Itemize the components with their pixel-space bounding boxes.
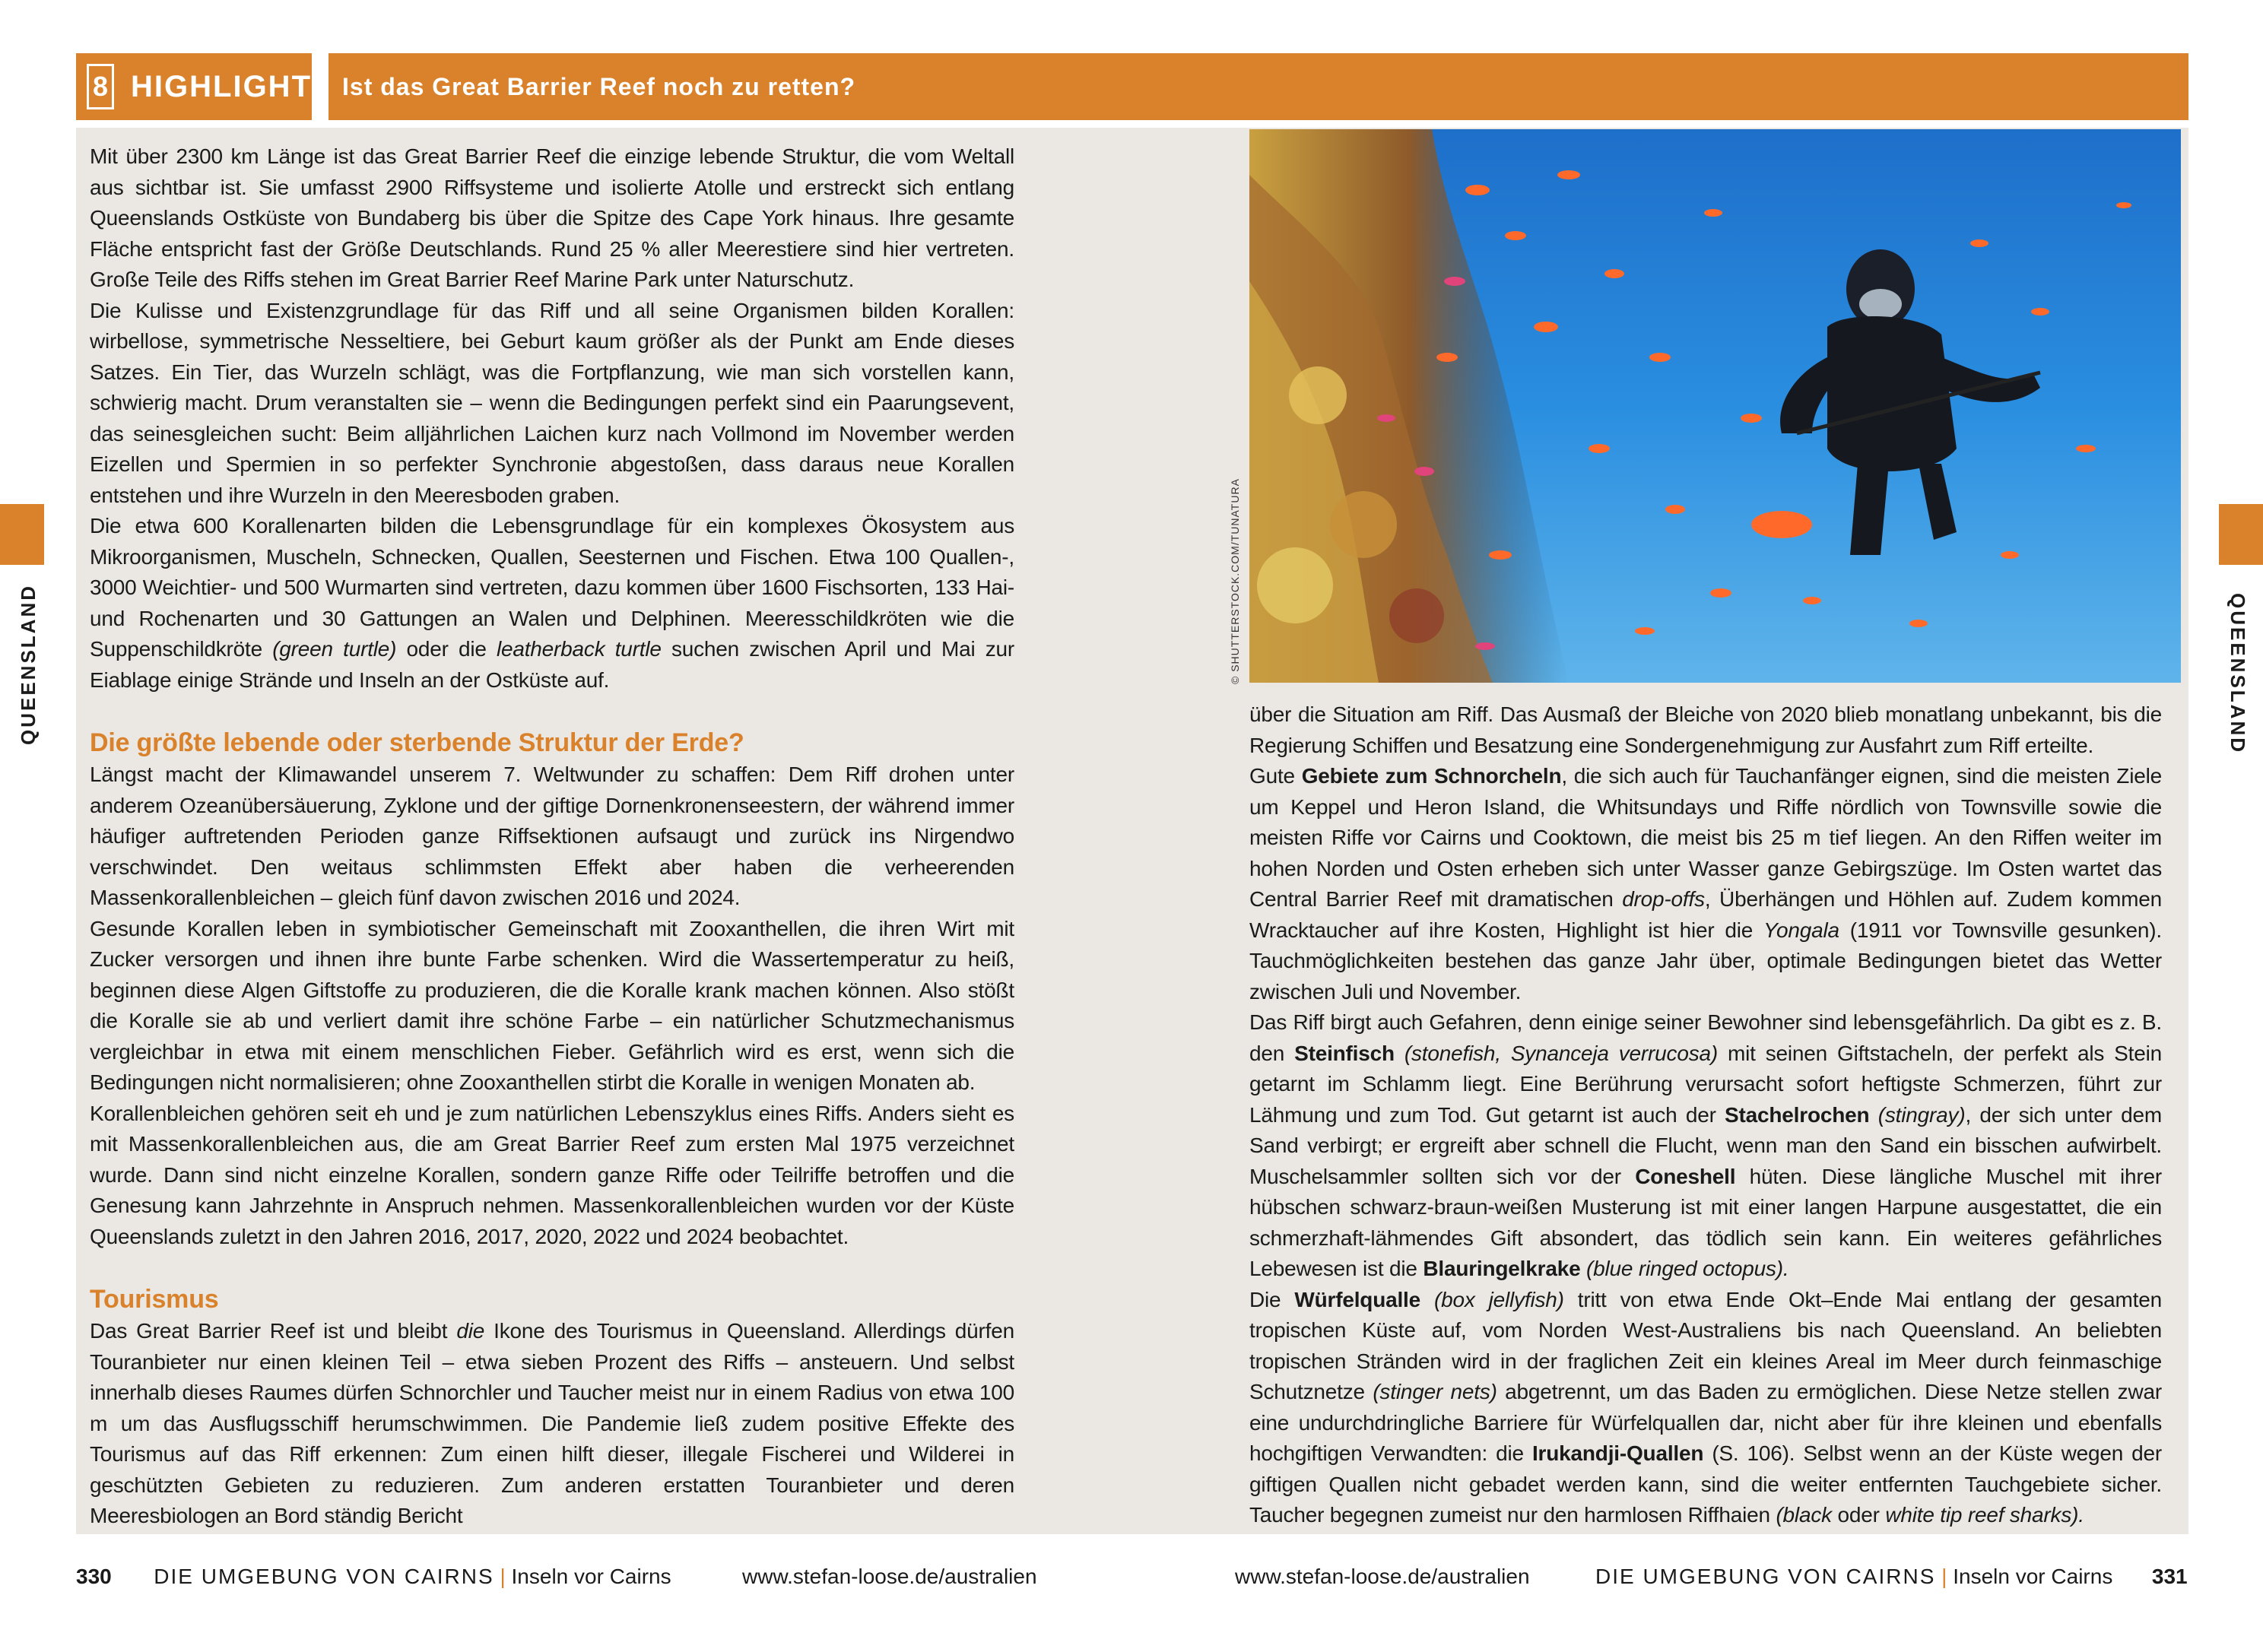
page-right: [1132, 0, 2263, 1652]
text-column-left: [90, 141, 1014, 1532]
paragraph: Das Great Barrier Reef ist und bleibt die Ikone des Tourismus in Queensland. Allerdings dürfen Touranbieter nur einen kleinen Teil – etwa sieben Prozent des Riffs – ansteuern. Und selbst innerhalb dieses Raumes dürfen Schnorchler und Taucher meist nur in einem Radius von etwa 100 m um das Ausflugsschiff herumschwimmen. Die Pandemie ließ zudem positive Effekte des Tourismus auf das Riff erkennen: Zum einen hilft dieser, illegale Fischerei und Wilderei in geschützten Gebieten zu reduzieren. Zum anderen erstatten Touranbieter und deren Meeresbiologen an Bord ständig Bericht: [90, 1319, 1014, 1527]
footer-url-link[interactable]: www.stefan-loose.de/australien: [1235, 1565, 1530, 1588]
footer-subsection: Inseln vor Cairns: [1953, 1565, 2113, 1588]
section-heading: Tourismus: [90, 1285, 219, 1314]
page-title: Ist das Great Barrier Reef noch zu retten?: [342, 72, 856, 100]
paragraph: Die Kulisse und Existenzgrundlage für das Riff und all seine Organismen bilden Korallen: wirbellose, symmetrische Nesseltiere, bei Geburt kaum größer als der Punkt am Ende dieses Satzes. Ein Tier, das Wurzeln schlägt, was die Fortpflanzung, wie man sich vorstellen kann, schwierig macht. Drum veranstalten sie – wenn die Bedingungen perfekt sind ein Paarungsevent, das seinesgleichen sucht: Beim alljährlichen Laichen kurz nach Vollmond im November werden Eizellen und Spermien in so perfekter Synchronie abgestoßen, dass daraus neue Korallen entstehen und ihre Wurzeln in den Meeresboden graben.: [90, 298, 1014, 507]
paragraph: Korallenbleichen gehören seit eh und je zum natürlichen Lebenszyklus eines Riffs. Anders sieht es mit Massenkorallenbleichen aus, die am Great Barrier Reef zum ersten Mal 1975 verzeichnet wurde. Dann sind nicht einzelne Korallen, sondern ganze Riffe oder Teilriffe betroffen und die Genesung kann Jahrzehnte in Anspruch nehmen. Massenkorallenbleichen wurden vor der Küste Queenslands zuletzt in den Jahren 2016, 2017, 2020, 2022 und 2024 beobachtet.: [90, 1101, 1014, 1248]
side-tab-marker: [0, 504, 44, 565]
section-heading: Die größte lebende oder sterbende Struktur der Erde?: [90, 728, 744, 757]
paragraph: Die Würfelqualle (box jellyfish) tritt von etwa Ende Okt–Ende Mai entlang der gesamten tropischen Küste auf, vom Norden West-Australiens bis nach Queensland. An beliebten tropischen Stränden wird in der fraglichen Zeit ein kleines Areal im Meer durch feinmaschige Schutznetze (stinger nets) abgetrennt, um das Baden zu ermöglichen. Diese Netze stellen zwar eine undurchdringliche Barriere für Würfelquallen dar, nicht aber für ihre kleinen und ebenfalls hochgiftigen Verwandten: die Irukandji-Quallen (S. 106). Selbst wenn an der Küste wegen der giftigen Quallen nicht gebadet werden kann, sind die weiter entfernten Tauchgebiete sicher. Taucher begegnen zumeist nur den harmlosen Riffhaien (black oder white tip reef sharks).: [1249, 1287, 2162, 1527]
footer-subsection: Inseln vor Cairns: [511, 1565, 671, 1588]
photo-credit: © SHUTTERSTOCK.COM/TUNATURA: [1229, 478, 1241, 684]
highlight-badge: [76, 53, 312, 120]
paragraph: Gute Gebiete zum Schnorcheln, die sich auch für Tauchanfänger eignen, sind die meisten Ziele um Keppel und Heron Island, die Whitsundays und Riffe nördlich von Townsville sowie die meisten Riffe vor Cairns und Cooktown, die meist bis 25 m tief liegen. An den Riffen weiter im hohen Norden und Osten erheben sich unter Wasser ganze Gebirgszüge. Im Osten wartet das Central Barrier Reef mit dramatischen drop-offs, Überhängen und Höhlen auf. Zudem kommen Wracktaucher auf ihre Kosten, Highlight ist hier die Yongala (1911 vor Townsville gesunken). Tauchmöglichkeiten bestehen das ganze Jahr über, optimale Bedingungen bietet das Wetter zwischen Juli und November.: [1249, 764, 2162, 1004]
side-region-label: QUEENSLAND: [2226, 593, 2249, 755]
paragraph: Längst macht der Klimawandel unserem 7. Weltwunder zu schaffen: Dem Riff drohen unter anderem Ozeanübersäuerung, Zyklone und der giftige Dornenkronenseestern, der während immer häufiger auftretenden Perioden ganze Riffsektionen aufsaugt und zurück ins Nirgendwo verschwindet. Den weitaus schlimmsten Effekt aber haben die verheerenden Massenkorallenbleichen – gleich fünf davon zwischen 2016 und 2024.: [90, 763, 1014, 909]
title-bar-continuation: [1132, 53, 2188, 120]
footer-left: 330 DIE UMGEBUNG VON CAIRNS | Inseln vor Cairns: [76, 1565, 671, 1588]
title-bar: [328, 53, 1132, 120]
paragraph: Die etwa 600 Korallenarten bilden die Lebensgrundlage für ein komplexes Ökosystem aus Mikroorganismen, Muscheln, Schnecken, Quallen, Seesternen und Fischen. Etwa 100 Quallen-, 3000 Weichtier- und 500 Wurmarten sind vertreten, dazu kommen über 1600 Fischsorten, 133 Hai- und Rochenarten und 30 Gattungen an Walen und Delphinen. Meeresschildkröten wie die Suppenschildkröte (green turtle) oder die leatherback turtle suchen zwischen April und Mai zur Eiablage einige Strände und Inseln an der Ostküste auf.: [90, 514, 1015, 692]
paragraph: Das Riff birgt auch Gefahren, denn einige seiner Bewohner sind lebensgefährlich. Da gibt es z. B. den Steinfisch (stonefish, Synanceja verrucosa) mit seinen Giftstacheln, der perfekt als Stein getarnt im Schlamm liegt. Eine Berührung verursacht sofort heftigste Schmerzen, führt zur Lähmung und zum Tod. Gut getarnt ist auch der Stachelrochen (stingray), der sich unter dem Sand verbirgt; er ergreift aber schnell die Flucht, wenn man den Sand ein bisschen aufwirbelt. Muschelsammler sollten sich vor der Coneshell hüten. Diese längliche Muschel mit ihrer hübschen schwarz-braun-weißen Musterung ist mit einer langen Harpune ausgestattet, die ein schmerzhaft-lähmendes Gift absondert, das tödlich sein kann. Ein weiteres gefährliches Lebewesen ist die Blauringelkrake (blue ringed octopus).: [1249, 1010, 2162, 1280]
footer-url-link[interactable]: www.stefan-loose.de/australien: [742, 1565, 1037, 1588]
highlight-number: 8: [87, 64, 114, 109]
page-number: 330: [76, 1565, 112, 1588]
paragraph: Gesunde Korallen leben in symbiotischer Gemeinschaft mit Zooxanthellen, die ihren Wirt mit Zucker versorgen und ihnen ihre bunte Farbe schenken. Wird die Wassertemperatur zu heiß, beginnen diese Algen Giftstoffe zu produzieren, die die Koralle krank machen können. Also stößt die Koralle sie ab und verliert damit ihre schöne Farbe – ein natürlicher Schutzmechanismus vergleichbar in etwa mit einem menschlichen Fieber. Gefährlich wird es erst, wenn sich die Bedingungen nicht normalisieren; ohne Zooxanthellen stirbt die Koralle in wenigen Monaten ab.: [90, 916, 1014, 1094]
footer-section: DIE UMGEBUNG VON CAIRNS: [154, 1565, 494, 1588]
page-number: 331: [2151, 1565, 2188, 1588]
paragraph: Mit über 2300 km Länge ist das Great Barrier Reef die einzige lebende Struktur, die vom Weltall aus sichtbar ist. Sie umfasst 2900 Riffsysteme und isolierte Atolle und erstreckt sich entlang Queenslands Ostküste von Bundaberg bis über die Spitze des Cape York hinaus. Ihre gesamte Fläche entspricht fast der Größe Deutschlands. Rund 25 % aller Meerestiere sind hier vertreten. Große Teile des Riffs stehen im Great Barrier Reef Marine Park unter Naturschutz.: [90, 144, 1014, 291]
text-column-right: [1249, 699, 2162, 1531]
reef-diver-photo: [1249, 129, 2181, 683]
footer-right: DIE UMGEBUNG VON CAIRNS | Inseln vor Cairns 331: [1595, 1565, 2188, 1588]
side-tab-marker: [2219, 504, 2263, 565]
side-region-label: QUEENSLAND: [17, 583, 40, 745]
paragraph: über die Situation am Riff. Das Ausmaß der Bleiche von 2020 blieb monatlang unbekannt, bis die Regierung Schiffen und Besatzung eine Sondergenehmigung zur Ausfahrt zum Riff erteilte.: [1249, 702, 2162, 757]
footer-section: DIE UMGEBUNG VON CAIRNS: [1595, 1565, 1936, 1588]
highlight-label: HIGHLIGHT: [131, 69, 312, 103]
